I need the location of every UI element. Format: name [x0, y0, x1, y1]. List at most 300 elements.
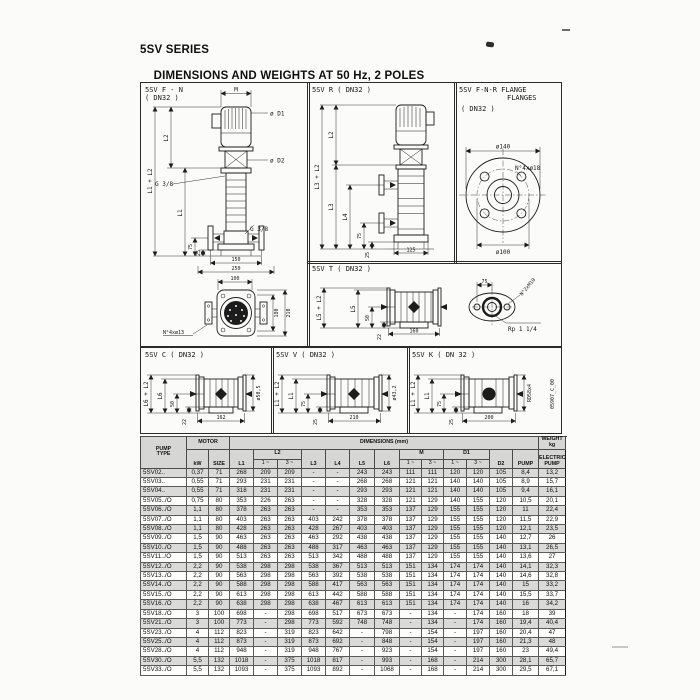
value-cell: 268: [375, 478, 400, 487]
value-cell: 105: [490, 487, 513, 496]
value-cell: 3: [187, 609, 209, 618]
value-cell: 33,2: [539, 581, 566, 590]
value-cell: 134: [422, 562, 444, 571]
svg-text:22: 22: [377, 333, 383, 341]
value-cell: 155: [467, 553, 490, 562]
svg-text:L1: L1: [177, 209, 184, 217]
col-m-1ph: 1 ~: [400, 459, 422, 468]
value-cell: 120: [490, 506, 513, 515]
value-cell: 268: [230, 468, 254, 477]
value-cell: 155: [444, 534, 467, 543]
value-cell: 317: [326, 543, 350, 552]
value-cell: 375: [278, 666, 302, 675]
value-cell: 151: [400, 600, 422, 609]
value-cell: -: [302, 496, 326, 505]
value-cell: 71: [209, 478, 230, 487]
dimensions-table: [140, 436, 566, 676]
value-cell: 563: [230, 572, 254, 581]
value-cell: 174: [467, 572, 490, 581]
svg-text:160: 160: [409, 328, 419, 335]
value-cell: 263: [278, 496, 302, 505]
dimensions-table-wrap: [140, 436, 565, 676]
c-title: 5SV C ( DN32 ): [145, 351, 205, 359]
value-cell: 293: [375, 487, 400, 496]
svg-text:L6: L6: [157, 392, 164, 400]
value-cell: 16: [513, 600, 539, 609]
table-row: [141, 525, 566, 534]
value-cell: 121: [422, 478, 444, 487]
value-cell: 15,7: [539, 478, 566, 487]
pump-type-cell: 5SV15../O: [141, 590, 187, 599]
flange-callout-holes: [515, 165, 541, 176]
value-cell: 71: [209, 487, 230, 496]
value-cell: 134: [422, 600, 444, 609]
value-cell: 20,4: [513, 628, 539, 637]
pump-type-cell: 5SV04..: [141, 487, 187, 496]
value-cell: 698: [230, 609, 254, 618]
value-cell: 23,5: [539, 525, 566, 534]
value-cell: 140: [467, 487, 490, 496]
value-cell: -: [254, 656, 278, 665]
value-cell: -: [302, 478, 326, 487]
svg-text:75: 75: [301, 400, 307, 408]
fn-dim-m: [221, 87, 251, 108]
fn-dim-d1: [251, 111, 285, 118]
drawing-code: 05907_C_00: [550, 378, 556, 410]
value-cell: 22,4: [539, 506, 566, 515]
value-cell: 1093: [302, 666, 326, 675]
value-cell: 588: [230, 581, 254, 590]
r-dim-l2: [328, 105, 396, 165]
svg-text:210: 210: [349, 415, 359, 421]
table-row: [141, 628, 566, 637]
flange-title2: FLANGES: [507, 94, 537, 102]
value-cell: 65,7: [539, 656, 566, 665]
value-cell: 137: [400, 534, 422, 543]
panel-t: [307, 261, 562, 347]
svg-text:G 3/8: G 3/8: [155, 181, 174, 188]
table-row: [141, 534, 566, 543]
value-cell: 105: [490, 478, 513, 487]
value-cell: 513: [350, 562, 375, 571]
svg-text:75: 75: [481, 279, 488, 285]
value-cell: 463: [230, 534, 254, 543]
value-cell: 319: [278, 637, 302, 646]
value-cell: 120: [490, 525, 513, 534]
page-title: [140, 44, 424, 83]
table-row: [141, 656, 566, 665]
value-cell: -: [302, 487, 326, 496]
value-cell: 923: [375, 647, 400, 656]
svg-text:M: M: [234, 86, 238, 94]
scan-artifact: [562, 29, 570, 31]
value-cell: 1068: [375, 666, 400, 675]
value-cell: 47: [539, 628, 566, 637]
svg-text:162: 162: [216, 415, 226, 421]
value-cell: 140: [444, 478, 467, 487]
pump-type-label-1: PUMP: [155, 445, 172, 452]
value-cell: 673: [375, 609, 400, 618]
value-cell: 298: [254, 562, 278, 571]
value-cell: 120: [490, 515, 513, 524]
value-cell: 140: [490, 562, 513, 571]
pump-type-cell: 5SV06../O: [141, 506, 187, 515]
col-l6: L6: [375, 449, 400, 468]
value-cell: 209: [278, 468, 302, 477]
fn-coupling: [225, 151, 247, 168]
value-cell: -: [400, 656, 422, 665]
col-m-3ph: 3 ~: [422, 459, 444, 468]
value-cell: -: [400, 619, 422, 628]
r-drawing: [308, 83, 456, 263]
svg-text:ø50,5: ø50,5: [256, 385, 262, 401]
value-cell: -: [254, 637, 278, 646]
value-cell: 168: [422, 666, 444, 675]
svg-text:ø D1: ø D1: [270, 110, 285, 118]
value-cell: -: [350, 656, 375, 665]
value-cell: 226: [254, 496, 278, 505]
value-cell: 129: [422, 525, 444, 534]
col-d1-3ph: 3 ~: [467, 459, 490, 468]
value-cell: 8,9: [513, 478, 539, 487]
value-cell: 378: [375, 515, 400, 524]
value-cell: 22,9: [539, 515, 566, 524]
group-weight: WEIGHT kg: [539, 437, 566, 450]
panel-c: [140, 347, 274, 434]
value-cell: 120: [467, 468, 490, 477]
value-cell: 1093: [230, 666, 254, 675]
fn-callout-holes: [163, 325, 207, 336]
table-row: [141, 553, 566, 562]
value-cell: 13,1: [513, 543, 539, 552]
svg-text:L1: L1: [288, 392, 295, 400]
table-row: [141, 619, 566, 628]
value-cell: 140: [467, 478, 490, 487]
r-dim-l3: [328, 165, 336, 249]
value-cell: 18: [513, 609, 539, 618]
value-cell: 3: [187, 619, 209, 628]
fn-drawing: [141, 83, 309, 346]
value-cell: 174: [444, 572, 467, 581]
value-cell: 121: [422, 487, 444, 496]
value-cell: 817: [326, 656, 350, 665]
fn-pump-body: [211, 168, 261, 256]
value-cell: 90: [209, 553, 230, 562]
svg-text:25: 25: [196, 249, 202, 257]
value-cell: 1,5: [187, 543, 209, 552]
v-dim-25: [313, 407, 340, 425]
value-cell: 9,4: [513, 487, 539, 496]
value-cell: 463: [350, 543, 375, 552]
value-cell: 592: [326, 619, 350, 628]
pump-type-cell: 5SV12../O: [141, 562, 187, 571]
fn-dim-150: [211, 250, 262, 265]
value-cell: 263: [254, 553, 278, 562]
value-cell: 948: [230, 647, 254, 656]
fn-dim-250: [198, 266, 274, 274]
k-dim-200: [463, 413, 516, 423]
svg-text:200: 200: [484, 415, 494, 421]
value-cell: 140: [444, 496, 467, 505]
value-cell: 5,5: [187, 656, 209, 665]
svg-text:L2: L2: [328, 131, 335, 139]
value-cell: 90: [209, 600, 230, 609]
value-cell: 8,4: [513, 468, 539, 477]
value-cell: 140: [490, 600, 513, 609]
value-cell: 121: [400, 478, 422, 487]
value-cell: 263: [278, 525, 302, 534]
value-cell: 120: [444, 468, 467, 477]
value-cell: 1,5: [187, 534, 209, 543]
table-row: [141, 590, 566, 599]
value-cell: 517: [326, 609, 350, 618]
pump-type-cell: 5SV05../O: [141, 496, 187, 505]
pump-type-cell: 5SV09../O: [141, 534, 187, 543]
col-d2: D2: [490, 449, 513, 468]
value-cell: 353: [350, 506, 375, 515]
value-cell: 613: [230, 590, 254, 599]
col-kw: kW: [187, 449, 209, 468]
pump-type-cell: 5SV13../O: [141, 572, 187, 581]
svg-text:75: 75: [357, 232, 363, 240]
value-cell: -: [444, 609, 467, 618]
value-cell: 298: [254, 600, 278, 609]
flange-dn: ( DN32 ): [461, 105, 495, 113]
value-cell: 463: [375, 543, 400, 552]
r-ports: [379, 175, 398, 233]
value-cell: 174: [467, 600, 490, 609]
col-l2: L2: [254, 449, 302, 459]
col-m: M: [400, 449, 444, 459]
value-cell: 298: [278, 590, 302, 599]
value-cell: 26,5: [539, 543, 566, 552]
table-row: [141, 543, 566, 552]
value-cell: 2,2: [187, 581, 209, 590]
pump-type-cell: 5SV10../O: [141, 543, 187, 552]
value-cell: 160: [490, 619, 513, 628]
value-cell: -: [400, 628, 422, 637]
value-cell: 298: [278, 581, 302, 590]
value-cell: 137: [400, 506, 422, 515]
svg-text:N°2xM10: N°2xM10: [518, 277, 538, 298]
value-cell: 438: [375, 534, 400, 543]
fn-dim-d2: [247, 158, 285, 165]
fn-dim-l2: [153, 107, 225, 168]
svg-text:N°4xø13: N°4xø13: [163, 330, 185, 336]
value-cell: 111: [422, 468, 444, 477]
value-cell: 5,5: [187, 666, 209, 675]
value-cell: 132: [209, 656, 230, 665]
value-cell: 155: [467, 534, 490, 543]
value-cell: 1,1: [187, 515, 209, 524]
svg-text:L2: L2: [163, 134, 170, 142]
svg-text:G 3/8: G 3/8: [250, 226, 269, 233]
value-cell: -: [254, 628, 278, 637]
value-cell: 154: [422, 637, 444, 646]
value-cell: 11,5: [513, 515, 539, 524]
value-cell: 2,2: [187, 600, 209, 609]
value-cell: -: [326, 487, 350, 496]
svg-text:Rp 1 1/4: Rp 1 1/4: [508, 326, 537, 333]
value-cell: 160: [490, 609, 513, 618]
svg-text:50: 50: [170, 400, 176, 408]
table-header: [141, 437, 566, 469]
value-cell: -: [350, 637, 375, 646]
value-cell: 140: [490, 534, 513, 543]
value-cell: 642: [326, 628, 350, 637]
group-dimensions: DIMENSIONS (mm): [230, 437, 539, 450]
value-cell: 111: [400, 468, 422, 477]
value-cell: -: [254, 619, 278, 628]
svg-text:L6 + L2: L6 + L2: [143, 381, 150, 407]
value-cell: 392: [326, 572, 350, 581]
value-cell: 155: [444, 543, 467, 552]
svg-text:L4: L4: [342, 213, 349, 221]
value-cell: 197: [467, 647, 490, 656]
fn-top-view: [205, 276, 267, 336]
value-cell: -: [444, 647, 467, 656]
value-cell: -: [254, 609, 278, 618]
fn-dim-l1: [177, 168, 185, 256]
value-cell: 2,2: [187, 562, 209, 571]
value-cell: 1018: [302, 656, 326, 665]
value-cell: 134: [422, 572, 444, 581]
value-cell: 48: [539, 637, 566, 646]
col-l2-1ph: 1 ~: [254, 459, 278, 468]
value-cell: 174: [444, 590, 467, 599]
value-cell: 151: [400, 562, 422, 571]
value-cell: 2,2: [187, 572, 209, 581]
value-cell: -: [400, 666, 422, 675]
pump-type-cell: 5SV28../O: [141, 647, 187, 656]
value-cell: 32,3: [539, 562, 566, 571]
value-cell: 767: [326, 647, 350, 656]
svg-text:75: 75: [188, 243, 194, 251]
value-cell: 263: [254, 534, 278, 543]
pump-type-cell: 5SV25../O: [141, 637, 187, 646]
pump-type-cell: 5SV08../O: [141, 525, 187, 534]
value-cell: 298: [278, 562, 302, 571]
t-drawing: [308, 262, 561, 346]
value-cell: 21,3: [513, 637, 539, 646]
value-cell: 948: [302, 647, 326, 656]
svg-text:L1 + L2: L1 + L2: [410, 381, 417, 407]
value-cell: 137: [400, 515, 422, 524]
value-cell: 13,2: [539, 468, 566, 477]
t-title: 5SV T ( DN32 ): [312, 265, 372, 273]
value-cell: -: [400, 637, 422, 646]
value-cell: 263: [254, 543, 278, 552]
value-cell: 428: [230, 525, 254, 534]
value-cell: 15: [513, 581, 539, 590]
table-row: [141, 468, 566, 477]
value-cell: 214: [467, 666, 490, 675]
value-cell: 214: [467, 656, 490, 665]
value-cell: 298: [278, 609, 302, 618]
value-cell: 638: [302, 600, 326, 609]
k-title: 5SV K ( DN 32 ): [412, 351, 476, 359]
value-cell: 112: [209, 647, 230, 656]
value-cell: 318: [230, 487, 254, 496]
value-cell: 563: [302, 572, 326, 581]
col-l2-3ph: 3 ~: [278, 459, 302, 468]
value-cell: 155: [467, 496, 490, 505]
pump-type-cell: 5SV23../O: [141, 628, 187, 637]
value-cell: 319: [278, 647, 302, 656]
value-cell: 300: [490, 656, 513, 665]
fn-dn: ( DN32 ): [145, 94, 179, 102]
value-cell: 13,6: [513, 553, 539, 562]
table-row: [141, 581, 566, 590]
pump-type-cell: 5SV30../O: [141, 656, 187, 665]
value-cell: 231: [254, 478, 278, 487]
value-cell: 134: [422, 590, 444, 599]
value-cell: 90: [209, 590, 230, 599]
value-cell: 268: [350, 478, 375, 487]
value-cell: -: [302, 506, 326, 515]
value-cell: 298: [278, 600, 302, 609]
value-cell: 1,5: [187, 553, 209, 562]
table-row: [141, 572, 566, 581]
value-cell: 342: [326, 553, 350, 562]
value-cell: 231: [278, 487, 302, 496]
value-cell: 197: [467, 637, 490, 646]
value-cell: 328: [350, 496, 375, 505]
svg-text:L1 + L2: L1 + L2: [147, 168, 154, 194]
value-cell: 0,75: [187, 496, 209, 505]
c-dim-l6: [157, 379, 204, 413]
value-cell: 134: [422, 581, 444, 590]
value-cell: -: [444, 628, 467, 637]
k-dim-l1: [424, 379, 469, 413]
value-cell: 0,55: [187, 478, 209, 487]
value-cell: 12,1: [513, 525, 539, 534]
value-cell: 151: [400, 581, 422, 590]
value-cell: 873: [230, 637, 254, 646]
value-cell: -: [326, 496, 350, 505]
value-cell: 1,1: [187, 506, 209, 515]
svg-text:L5 + L2: L5 + L2: [316, 295, 323, 321]
value-cell: -: [350, 666, 375, 675]
panel-flange: [454, 82, 562, 264]
value-cell: 538: [350, 572, 375, 581]
value-cell: 112: [209, 637, 230, 646]
v-dim-l1: [288, 379, 335, 413]
c-dim-22: [182, 407, 209, 425]
value-cell: -: [326, 468, 350, 477]
svg-text:125: 125: [406, 247, 416, 254]
value-cell: -: [444, 666, 467, 675]
value-cell: 463: [302, 534, 326, 543]
col-pump-weight: PUMP: [513, 449, 539, 468]
col-pump-type: [141, 437, 187, 469]
value-cell: 160: [490, 637, 513, 646]
value-cell: 174: [467, 562, 490, 571]
value-cell: 14,1: [513, 562, 539, 571]
value-cell: 27: [539, 553, 566, 562]
value-cell: 39: [539, 609, 566, 618]
value-cell: -: [302, 468, 326, 477]
v-title: 5SV V ( DN32 ): [276, 351, 336, 359]
value-cell: 140: [490, 543, 513, 552]
svg-text:L5: L5: [350, 305, 357, 313]
pump-type-cell: 5SV14../O: [141, 581, 187, 590]
svg-text:L1 + L2: L1 + L2: [274, 381, 281, 407]
value-cell: 442: [326, 590, 350, 599]
value-cell: 174: [467, 619, 490, 628]
scan-artifact: [612, 646, 628, 648]
value-cell: 467: [326, 600, 350, 609]
